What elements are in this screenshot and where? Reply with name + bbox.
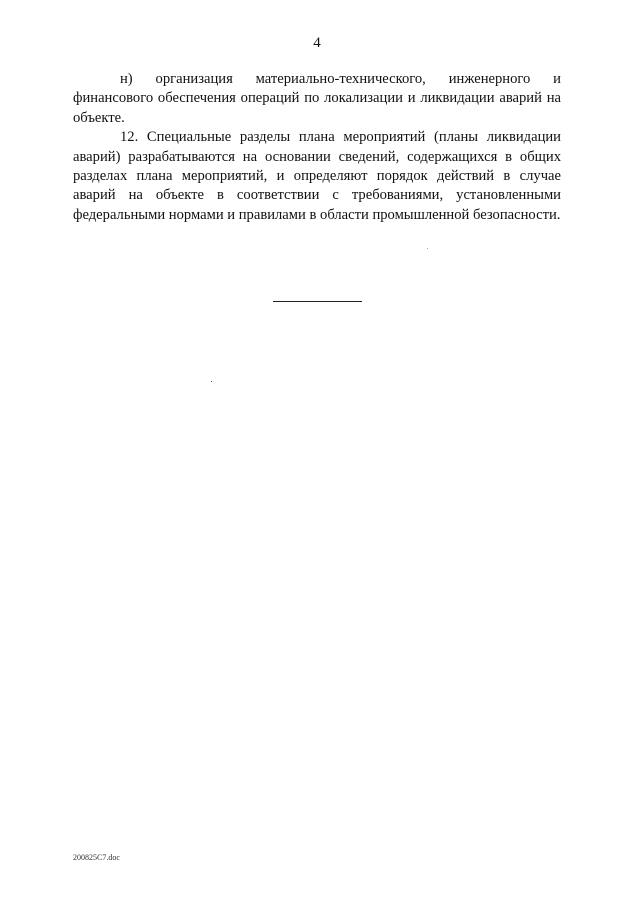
scan-speck: [427, 248, 428, 249]
page-number: 4: [313, 35, 321, 51]
scan-speck: [211, 381, 212, 382]
end-separator-line: [273, 301, 362, 302]
document-body: [73, 70, 561, 225]
paragraph-item-12: 12. Специальные разделы плана мероприятий (планы ликвидации аварий) разрабатываются на основании сведений, содержащихся в общих разделах плана мероприятий, и определяют порядок действий в случае аварий на объекте в соответствии с требованиями, установленными федеральными нормами и правилами в области промышленной безопасности.: [73, 129, 561, 223]
footer-filename: 200825C7.doc: [73, 853, 120, 862]
paragraph-item-n: н) организация материально-технического, инженерного и финансового обеспечения операций по локализации и ликвидации аварий на объекте.: [73, 71, 561, 126]
